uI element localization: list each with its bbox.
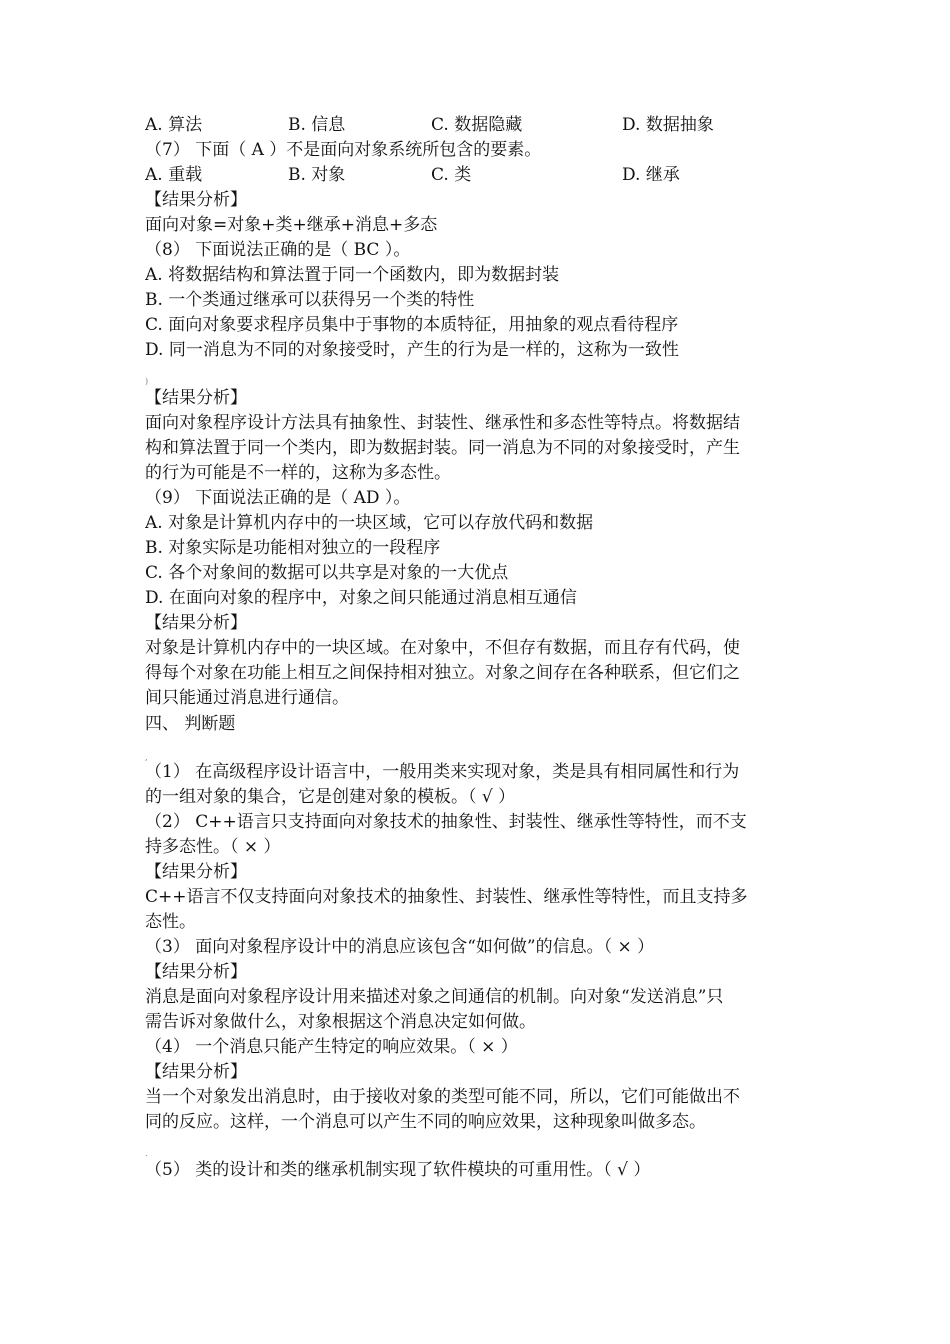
tf3-analysis-line: 需告诉对象做什么，对象根据这个消息决定如何做。: [145, 1012, 536, 1032]
tf2-stem-line: 持多态性。（ × ）: [145, 837, 281, 857]
q7-options-row: [145, 163, 810, 188]
q8-analysis-line: 面向对象程序设计方法具有抽象性、封装性、继承性和多态性等特点。将数据结: [145, 413, 740, 433]
q8-option-a: A. 将数据结构和算法置于同一个函数内，即为数据封装: [145, 265, 560, 285]
q7-option-b: B. 对象: [288, 165, 346, 185]
q8-analysis-heading: 【结果分析】: [145, 388, 247, 408]
q9-analysis-line: 间只能通过消息进行通信。: [145, 688, 349, 708]
tf1-stem-line: （1） 在高级程序设计语言中，一般用类来实现对象，类是具有相同属性和行为: [145, 762, 740, 782]
paragraph-mark: .: [145, 1149, 148, 1158]
q7-stem: （7） 下面（ A ）不是面向对象系统所包含的要素。: [145, 140, 542, 160]
q7-analysis-line: 面向对象=对象+类+继承+消息+多态: [145, 215, 438, 235]
q9-stem: （9） 下面说法正确的是（ AD ）。: [145, 488, 411, 508]
q7-analysis-heading: 【结果分析】: [145, 190, 247, 210]
tf4-stem: （4） 一个消息只能产生特定的响应效果。（ × ）: [145, 1037, 518, 1057]
tf2-analysis-heading: 【结果分析】: [145, 862, 247, 882]
paragraph-mark: ): [145, 377, 149, 386]
tf3-analysis-heading: 【结果分析】: [145, 962, 247, 982]
q9-option-a: A. 对象是计算机内存中的一块区域，它可以存放代码和数据: [145, 513, 594, 533]
q9-analysis-line: 对象是计算机内存中的一块区域。在对象中，不但存有数据，而且存有代码，使: [145, 638, 740, 658]
q7-option-d: D. 继承: [622, 165, 680, 185]
q9-option-b: B. 对象实际是功能相对独立的一段程序: [145, 538, 441, 558]
q9-option-c: C. 各个对象间的数据可以共享是对象的一大优点: [145, 563, 509, 583]
q7-option-c: C. 类: [431, 165, 472, 185]
q6-option-c: C. 数据隐藏: [431, 115, 523, 135]
tf4-analysis-line: 同的反应。这样，一个消息可以产生不同的响应效果，这种现象叫做多态。: [145, 1112, 706, 1132]
q8-stem: （8） 下面说法正确的是（ BC ）。: [145, 240, 411, 260]
q8-option-c: C. 面向对象要求程序员集中于事物的本质特征，用抽象的观点看待程序: [145, 315, 679, 335]
section-heading: 四、 判断题: [145, 714, 236, 734]
q8-analysis-line: 的行为可能是不一样的，这称为多态性。: [145, 463, 451, 483]
q6-option-a: A. 算法: [145, 115, 203, 135]
tf5-stem: （5） 类的设计和类的继承机制实现了软件模块的可重用性。（ √ ）: [145, 1160, 651, 1180]
paragraph-mark: ,: [145, 753, 148, 762]
q6-options-row: [145, 113, 810, 138]
q8-option-d: D. 同一消息为不同的对象接受时，产生的行为是一样的，这称为一致性: [145, 340, 679, 360]
tf1-stem-line: 的一组对象的集合，它是创建对象的模板。（ √ ）: [145, 787, 516, 807]
q9-analysis-heading: 【结果分析】: [145, 613, 247, 633]
q6-option-d: D. 数据抽象: [622, 115, 714, 135]
q9-analysis-line: 得每个对象在功能上相互之间保持相对独立。对象之间存在各种联系，但它们之: [145, 663, 740, 683]
q9-option-d: D. 在面向对象的程序中，对象之间只能通过消息相互通信: [145, 588, 577, 608]
tf4-analysis-heading: 【结果分析】: [145, 1062, 247, 1082]
tf2-analysis-line: C++语言不仅支持面向对象技术的抽象性、封装性、继承性等特性，而且支持多: [145, 887, 748, 907]
tf2-stem-line: （2） C++语言只支持面向对象技术的抽象性、封装性、继承性等特性，而不支: [145, 812, 747, 832]
q7-option-a: A. 重载: [145, 165, 203, 185]
tf2-analysis-line: 态性。: [145, 912, 196, 932]
tf4-analysis-line: 当一个对象发出消息时，由于接收对象的类型可能不同，所以，它们可能做出不: [145, 1087, 740, 1107]
q8-analysis-line: 构和算法置于同一个类内，即为数据封装。同一消息为不同的对象接受时，产生: [145, 438, 740, 458]
q6-option-b: B. 信息: [288, 115, 346, 135]
tf3-analysis-line: 消息是面向对象程序设计用来描述对象之间通信的机制。向对象“发送消息”只: [145, 987, 724, 1007]
tf3-stem: （3） 面向对象程序设计中的消息应该包含“如何做”的信息。（ × ）: [145, 937, 655, 957]
q8-option-b: B. 一个类通过继承可以获得另一个类的特性: [145, 290, 475, 310]
